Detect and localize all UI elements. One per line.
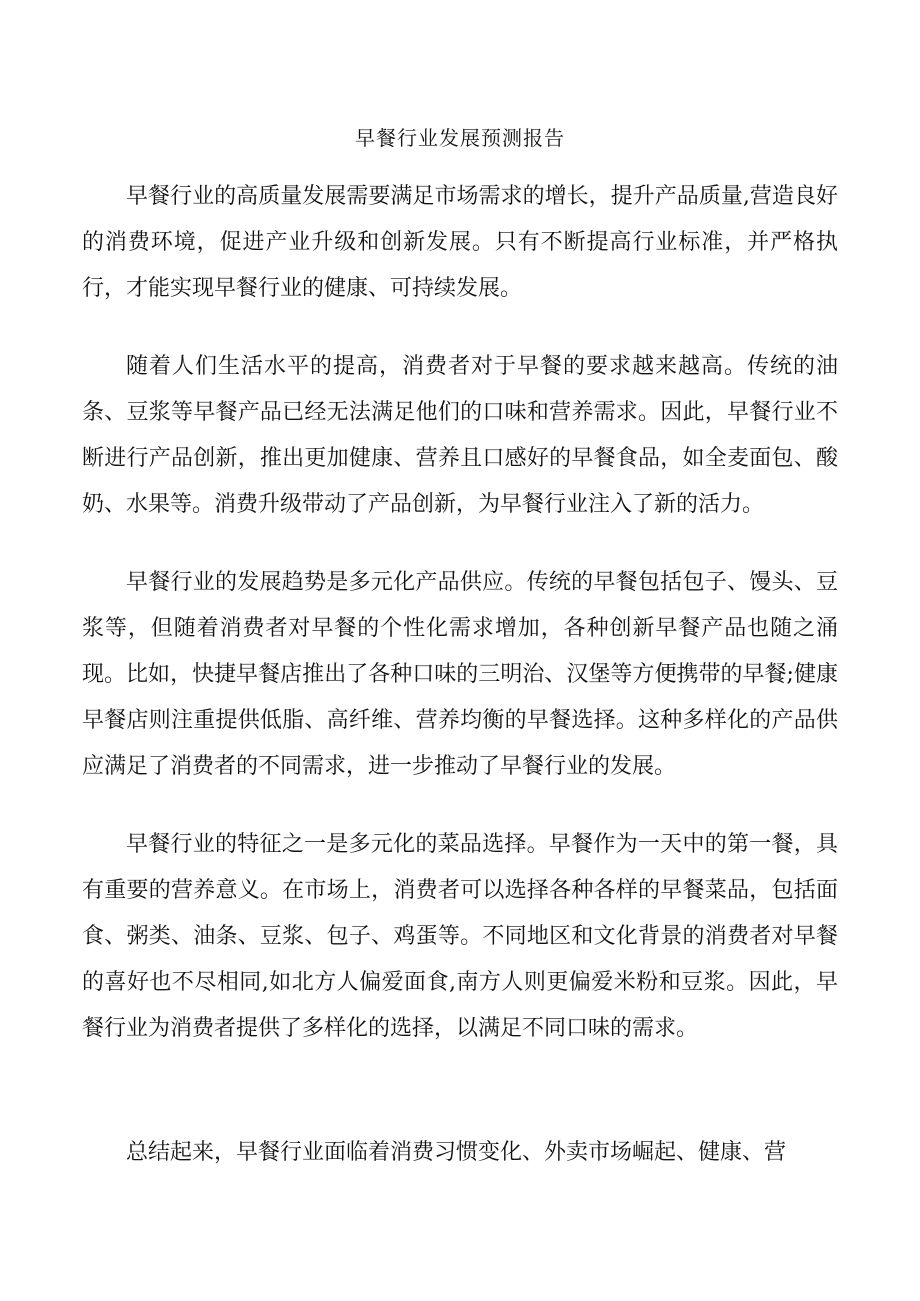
paragraph-2: 随着人们生活水平的提高，消费者对于早餐的要求越来越高。传统的油条、豆浆等早餐产品已经无法满足他们的口味和营养需求。因此，早餐行业不断进行产品创新，推出更加健康、营养且口感好的早餐食品，如全麦面包、酸奶、水果等。消费升级带动了产品创新，为早餐行业注入了新的活力。 xyxy=(82,354,838,517)
paragraph-1: 早餐行业的高质量发展需要满足市场需求的增长，提升产品质量,营造良好的消费环境，促进产业升级和创新发展。只有不断提高行业标准，并严格执行，才能实现早餐行业的健康、可持续发展。 xyxy=(82,184,838,301)
paragraph-3: 早餐行业的发展趋势是多元化产品供应。传统的早餐包括包子、馒头、豆浆等，但随着消费者对早餐的个性化需求增加，各种创新早餐产品也随之涌现。比如，快捷早餐店推出了各种口味的三明治、汉堡等方便携带的早餐;健康早餐店则注重提供低脂、高纤维、营养均衡的早餐选择。这种多样化的产品供应满足了消费者的不同需求，进一步推动了早餐行业的发展。 xyxy=(82,570,838,779)
paragraph-5: 总结起来，早餐行业面临着消费习惯变化、外卖市场崛起、健康、营 xyxy=(126,1140,787,1165)
paragraph-4: 早餐行业的特征之一是多元化的菜品选择。早餐作为一天中的第一餐，具有重要的营养意义。在市场上，消费者可以选择各种各样的早餐菜品，包括面食、粥类、油条、豆浆、包子、鸡蛋等。不同地区和文化背景的消费者对早餐的喜好也不尽相同,如北方人偏爱面食,南方人则更偏爱米粉和豆浆。因此，早餐行业为消费者提供了多样化的选择，以满足不同口味的需求。 xyxy=(82,832,838,1041)
document-title: 早餐行业发展预测报告 xyxy=(355,126,565,150)
